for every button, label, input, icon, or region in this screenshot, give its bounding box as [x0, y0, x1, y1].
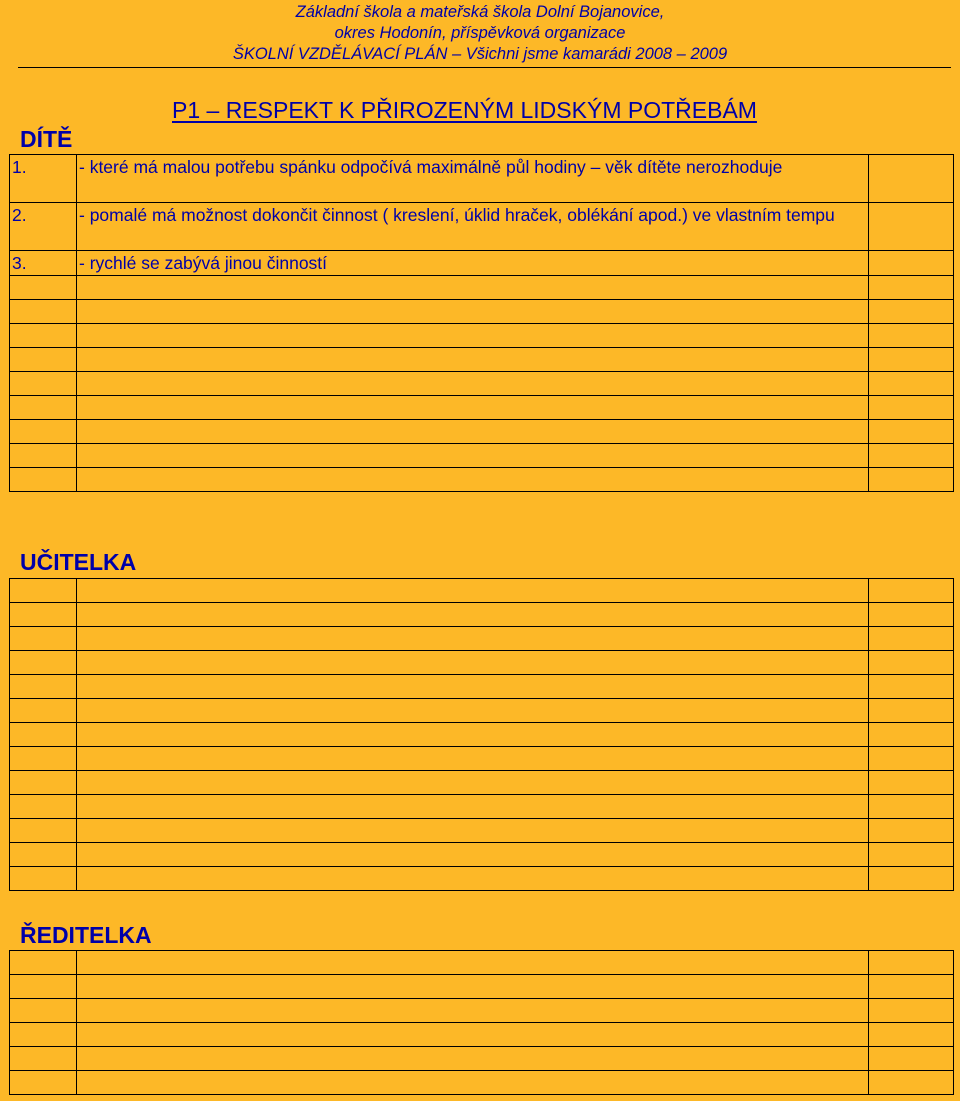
row-text [77, 819, 869, 843]
check-cell[interactable] [869, 372, 954, 396]
check-cell[interactable] [869, 203, 954, 251]
row-number [10, 579, 77, 603]
row-number [10, 300, 77, 324]
table-row [10, 203, 954, 251]
document-header [0, 2, 960, 65]
check-cell[interactable] [869, 771, 954, 795]
check-cell[interactable] [869, 951, 954, 975]
row-number [10, 1023, 77, 1047]
row-text [77, 324, 869, 348]
row-number [10, 975, 77, 999]
row-number [10, 771, 77, 795]
check-cell[interactable] [869, 324, 954, 348]
row-text [77, 699, 869, 723]
table-row [10, 699, 954, 723]
table-row [10, 723, 954, 747]
row-text [77, 372, 869, 396]
check-cell[interactable] [869, 396, 954, 420]
row-text [77, 843, 869, 867]
row-number [10, 819, 77, 843]
check-cell[interactable] [869, 468, 954, 492]
row-number [10, 699, 77, 723]
child-table [9, 154, 954, 492]
table-row [10, 627, 954, 651]
table-row [10, 372, 954, 396]
check-cell[interactable] [869, 276, 954, 300]
table-row [10, 276, 954, 300]
table-row [10, 1023, 954, 1047]
row-text [77, 867, 869, 891]
check-cell[interactable] [869, 723, 954, 747]
table-row [10, 155, 954, 203]
row-number [10, 444, 77, 468]
row-text [77, 795, 869, 819]
table-row [10, 348, 954, 372]
table-row [10, 603, 954, 627]
director-table [9, 950, 954, 1095]
row-text [77, 396, 869, 420]
check-cell[interactable] [869, 867, 954, 891]
header-school-name: Základní škola a mateřská škola Dolní Bojanovice, [295, 3, 665, 21]
check-cell[interactable] [869, 348, 954, 372]
table-row [10, 444, 954, 468]
row-number [10, 348, 77, 372]
row-number [10, 420, 77, 444]
row-number [10, 999, 77, 1023]
row-text [77, 999, 869, 1023]
table-row [10, 819, 954, 843]
row-text [77, 723, 869, 747]
check-cell[interactable] [869, 251, 954, 276]
table-row [10, 843, 954, 867]
check-cell[interactable] [869, 420, 954, 444]
table-row [10, 867, 954, 891]
row-number [10, 747, 77, 771]
row-text [77, 1071, 869, 1095]
row-text [77, 300, 869, 324]
table-row [10, 975, 954, 999]
row-number: 1. [10, 155, 77, 203]
section-label-child: DÍTĚ [20, 126, 73, 152]
row-text [77, 1023, 869, 1047]
table-row [10, 675, 954, 699]
table-row [10, 1071, 954, 1095]
row-text [77, 348, 869, 372]
table-row [10, 771, 954, 795]
check-cell[interactable] [869, 651, 954, 675]
row-text [77, 603, 869, 627]
row-number [10, 627, 77, 651]
row-text [77, 975, 869, 999]
table-row [10, 951, 954, 975]
table-row [10, 300, 954, 324]
table-row [10, 795, 954, 819]
table-row [10, 747, 954, 771]
row-number [10, 276, 77, 300]
check-cell[interactable] [869, 975, 954, 999]
row-number: 2. [10, 203, 77, 251]
check-cell[interactable] [869, 699, 954, 723]
row-text [77, 747, 869, 771]
table-row [10, 579, 954, 603]
row-text [77, 444, 869, 468]
check-cell[interactable] [869, 1023, 954, 1047]
row-text [77, 951, 869, 975]
check-cell[interactable] [869, 1047, 954, 1071]
row-text: - které má malou potřebu spánku odpočívá maximálně půl hodiny – věk dítěte nerozhoduje [77, 155, 869, 203]
row-number [10, 1071, 77, 1095]
row-text [77, 771, 869, 795]
table-row [10, 324, 954, 348]
row-text [77, 579, 869, 603]
check-cell[interactable] [869, 155, 954, 203]
table-row [10, 396, 954, 420]
check-cell[interactable] [869, 300, 954, 324]
row-number [10, 603, 77, 627]
teacher-table [9, 578, 954, 891]
row-number [10, 1047, 77, 1071]
table-row [10, 251, 954, 276]
check-cell[interactable] [869, 1071, 954, 1095]
check-cell[interactable] [869, 627, 954, 651]
row-number [10, 951, 77, 975]
row-number [10, 468, 77, 492]
table-row [10, 468, 954, 492]
row-number [10, 396, 77, 420]
row-number [10, 324, 77, 348]
row-text [77, 420, 869, 444]
row-number [10, 795, 77, 819]
row-text [77, 627, 869, 651]
check-cell[interactable] [869, 819, 954, 843]
row-number [10, 867, 77, 891]
header-divider [18, 67, 951, 68]
row-text [77, 1047, 869, 1071]
row-number [10, 675, 77, 699]
table-row [10, 1047, 954, 1071]
row-text: - pomalé má možnost dokončit činnost ( kreslení, úklid hraček, oblékání apod.) ve vlastním tempu [77, 203, 869, 251]
table-row [10, 651, 954, 675]
check-cell[interactable] [869, 579, 954, 603]
header-plan-name: ŠKOLNÍ VZDĚLÁVACÍ PLÁN – Všichni jsme kamarádi 2008 – 2009 [232, 45, 728, 63]
check-cell[interactable] [869, 603, 954, 627]
row-text [77, 468, 869, 492]
check-cell[interactable] [869, 999, 954, 1023]
section-label-teacher: UČITELKA [20, 549, 137, 575]
plan-title: P1 – RESPEKT K PŘIROZENÝM LIDSKÝM POTŘEBÁM [172, 97, 757, 123]
row-text: - rychlé se zabývá jinou činností [77, 251, 869, 276]
row-text [77, 675, 869, 699]
check-cell[interactable] [869, 444, 954, 468]
table-row [10, 999, 954, 1023]
table-row [10, 420, 954, 444]
check-cell[interactable] [869, 675, 954, 699]
row-text [77, 276, 869, 300]
row-number [10, 843, 77, 867]
row-number: 3. [10, 251, 77, 276]
header-school-district: okres Hodonín, příspěvková organizace [334, 24, 626, 42]
row-number [10, 723, 77, 747]
section-label-director: ŘEDITELKA [20, 922, 152, 948]
check-cell[interactable] [869, 843, 954, 867]
check-cell[interactable] [869, 795, 954, 819]
row-number [10, 651, 77, 675]
row-number [10, 372, 77, 396]
row-text [77, 651, 869, 675]
check-cell[interactable] [869, 747, 954, 771]
